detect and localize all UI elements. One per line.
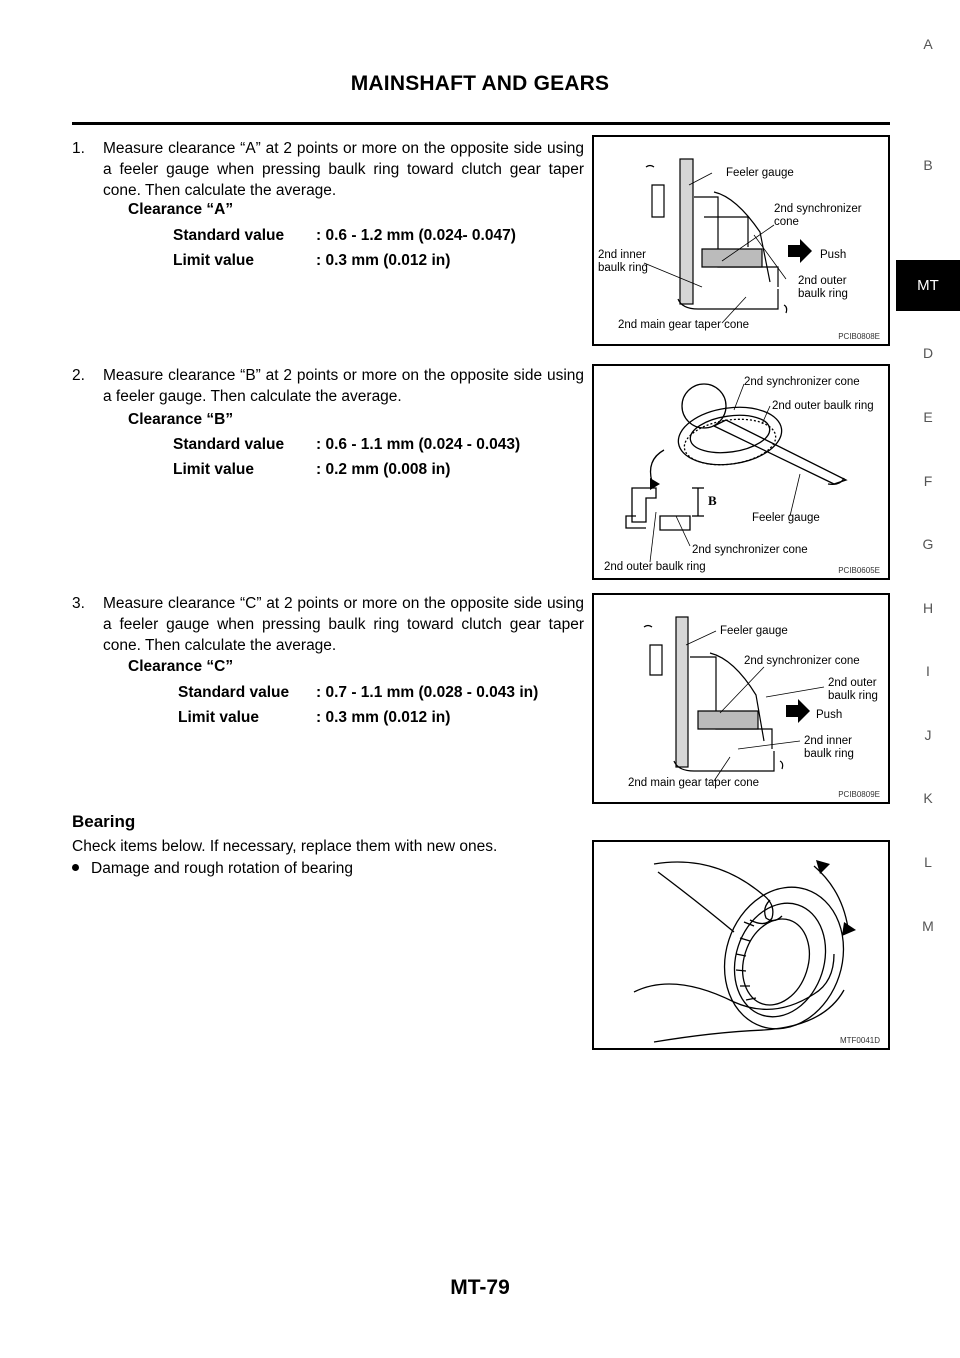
figure-code: PCIB0605E bbox=[838, 566, 880, 575]
page-title: MAINSHAFT AND GEARS bbox=[350, 72, 610, 95]
limit-label: Limit value bbox=[173, 252, 254, 269]
index-letter[interactable]: H bbox=[922, 600, 934, 616]
section-index bbox=[896, 0, 960, 1358]
index-letter[interactable]: I bbox=[926, 663, 930, 679]
index-letter[interactable]: L bbox=[924, 854, 932, 870]
standard-label: Standard value bbox=[173, 227, 285, 244]
step-number: 1. bbox=[72, 140, 85, 157]
step-text: Measure clearance “A” at 2 points or more on the opposite side using a feeler gauge when pressing baulk ring toward clutch gear taper cone. Then calculate the average. bbox=[103, 140, 584, 199]
index-letter[interactable]: F bbox=[923, 473, 933, 489]
callout-synchronizer-cone: 2nd synchronizer cone bbox=[744, 655, 860, 667]
index-letter[interactable]: K bbox=[923, 790, 933, 806]
callout-outer-baulk-ring: 2nd outer baulk ring bbox=[772, 400, 874, 412]
step-number: 3. bbox=[72, 595, 85, 612]
callout-outer-baulk-ring: 2nd outer baulk ring bbox=[798, 275, 848, 300]
limit-value: : 0.3 mm (0.012 in) bbox=[316, 252, 451, 269]
index-letter[interactable]: E bbox=[923, 409, 933, 425]
index-letter[interactable]: B bbox=[923, 157, 933, 173]
figure-code: PCIB0808E bbox=[838, 332, 880, 341]
clearance-title: Clearance “A” bbox=[128, 201, 234, 218]
bullet-icon bbox=[72, 864, 79, 871]
standard-label: Standard value bbox=[178, 684, 290, 701]
index-letter[interactable]: D bbox=[922, 345, 934, 361]
page-number: MT-79 bbox=[450, 1276, 510, 1299]
callout-synchronizer-cone-lower: 2nd synchronizer cone bbox=[692, 544, 808, 556]
standard-value: : 0.6 - 1.1 mm (0.024 - 0.043) bbox=[316, 436, 521, 453]
step-number: 2. bbox=[72, 367, 85, 384]
step-2 bbox=[72, 365, 584, 407]
callout-push: Push bbox=[820, 249, 847, 261]
section-heading-bearing: Bearing bbox=[72, 812, 136, 831]
callout-outer-baulk-ring-lower: 2nd outer baulk ring bbox=[604, 561, 706, 573]
index-letter[interactable]: A bbox=[923, 36, 933, 52]
limit-label: Limit value bbox=[173, 461, 254, 478]
index-letter[interactable]: G bbox=[922, 536, 934, 552]
standard-value: : 0.7 - 1.1 mm (0.028 - 0.043 in) bbox=[316, 684, 539, 701]
index-letter[interactable]: M bbox=[922, 918, 934, 934]
step-text: Measure clearance “C” at 2 points or more on the opposite side using a feeler gauge when pressing baulk ring toward clutch gear taper cone. Then calculate the average. bbox=[103, 595, 584, 654]
standard-label: Standard value bbox=[173, 436, 285, 453]
callout-feeler-gauge: Feeler gauge bbox=[720, 625, 788, 637]
callout-inner-baulk-ring: 2nd inner baulk ring bbox=[598, 249, 648, 274]
figure-clearance-a bbox=[592, 135, 890, 346]
step-1 bbox=[72, 138, 584, 201]
callout-push: Push bbox=[816, 709, 843, 721]
index-letter[interactable]: J bbox=[924, 727, 932, 743]
figure-code: MTF0041D bbox=[839, 1036, 880, 1045]
figure-clearance-b bbox=[592, 364, 890, 580]
limit-value: : 0.3 mm (0.012 in) bbox=[316, 709, 451, 726]
standard-value: : 0.6 - 1.2 mm (0.024- 0.047) bbox=[316, 227, 516, 244]
bullet-text: Damage and rough rotation of bearing bbox=[91, 860, 353, 877]
clearance-title: Clearance “B” bbox=[128, 411, 234, 428]
bearing-instruction: Check items below. If necessary, replace them with new ones. bbox=[72, 838, 498, 855]
figure-code: PCIB0809E bbox=[838, 790, 880, 799]
callout-synchronizer-cone: 2nd synchronizer cone bbox=[774, 203, 862, 228]
callout-inner-baulk-ring: 2nd inner baulk ring bbox=[804, 735, 854, 760]
figure-bearing bbox=[592, 840, 890, 1050]
callout-main-gear-taper-cone: 2nd main gear taper cone bbox=[618, 319, 750, 331]
bearing-diagram bbox=[594, 842, 890, 1050]
index-tab-active[interactable]: MT bbox=[896, 260, 960, 311]
bullet-item bbox=[72, 860, 353, 878]
step-text: Measure clearance “B” at 2 points or more on the opposite side using a feeler gauge. Then calculate the average. bbox=[103, 367, 584, 405]
callout-synchronizer-cone: 2nd synchronizer cone bbox=[744, 376, 860, 388]
clearance-title: Clearance “C” bbox=[128, 658, 234, 675]
callout-feeler-gauge: Feeler gauge bbox=[726, 167, 794, 179]
limit-value: : 0.2 mm (0.008 in) bbox=[316, 461, 451, 478]
step-3 bbox=[72, 593, 584, 656]
callout-feeler-gauge: Feeler gauge bbox=[752, 512, 820, 524]
limit-label: Limit value bbox=[178, 709, 259, 726]
callout-outer-baulk-ring: 2nd outer baulk ring bbox=[828, 677, 878, 702]
callout-main-gear-taper-cone: 2nd main gear taper cone bbox=[628, 777, 760, 789]
title-rule bbox=[72, 122, 890, 125]
callout-b: B bbox=[708, 493, 717, 508]
figure-clearance-c bbox=[592, 593, 890, 804]
